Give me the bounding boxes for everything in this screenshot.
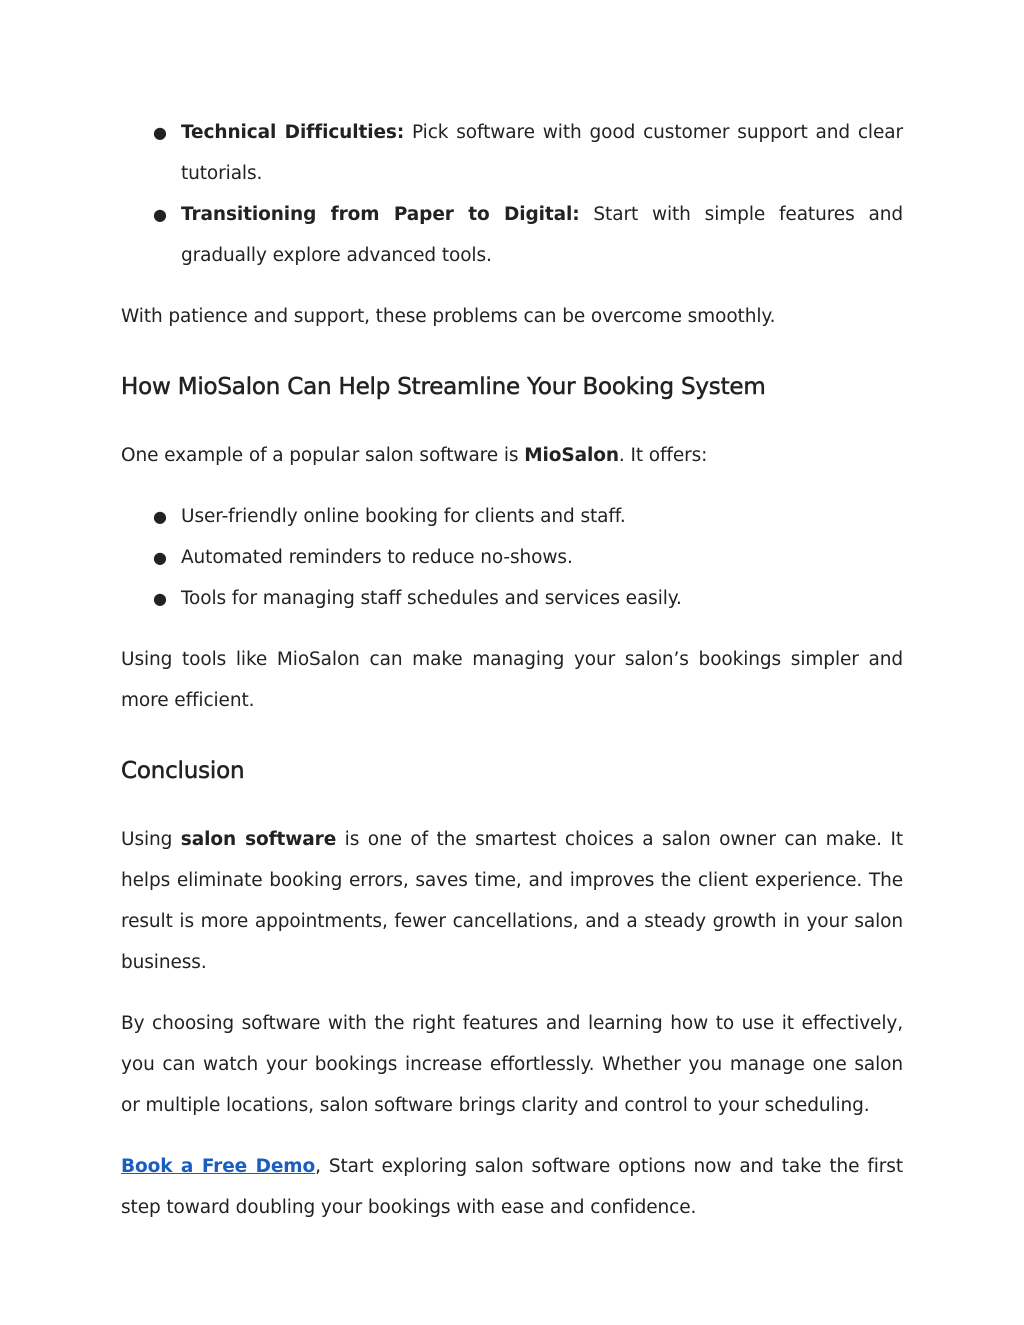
choosing-paragraph: By choosing software with the right features and learning how to use it effectively, you can watch your bookings increase effortlessly. Whether you manage one salon or multiple locations, salon software brings clarity and control to your scheduling. (121, 1013, 903, 1116)
miosalon-heading: How MioSalon Can Help Streamline Your Booking System (121, 374, 766, 400)
list-item-text: Tools for managing staff schedules and services easily. (181, 588, 682, 609)
list-item (121, 112, 903, 194)
conclusion-heading: Conclusion (121, 758, 245, 784)
list-item (121, 578, 903, 619)
using-text-before: Using (121, 829, 181, 850)
list-item (121, 537, 903, 578)
using-paragraph (121, 819, 903, 983)
challenges-list (121, 112, 903, 276)
bullet-icon: ● (153, 205, 167, 224)
example-text-before: One example of a popular salon software is (121, 445, 525, 466)
using-text-after: is one of the smartest choices a salon owner can make. It helps eliminate booking errors, saves time, and improves the client experience. The result is more appointments, fewer cancellations, and a steady growth in your salon business. (121, 829, 903, 973)
list-item-bold: Technical Difficulties: (181, 122, 405, 143)
salon-software-bold: salon software (180, 829, 337, 850)
list-item-bold: Transitioning from Paper to Digital: (181, 204, 580, 225)
features-list (121, 496, 903, 619)
book-demo-link[interactable]: Book a Free Demo (121, 1156, 316, 1177)
miosalon-bold: MioSalon (524, 445, 619, 466)
list-item (121, 496, 903, 537)
demo-paragraph (121, 1146, 903, 1228)
list-item-text: Pick software with good customer support and clear tutorials. (181, 122, 904, 184)
bullet-icon: ● (153, 548, 167, 567)
example-text-after: . It offers: (618, 445, 708, 466)
list-item (121, 194, 903, 276)
tools-paragraph: Using tools like MioSalon can make managing your salon’s bookings simpler and more efficient. (121, 649, 903, 711)
bullet-icon: ● (153, 123, 167, 142)
example-paragraph (121, 435, 903, 476)
document-page (121, 112, 903, 1248)
bullet-icon: ● (153, 589, 167, 608)
bullet-icon: ● (153, 507, 167, 526)
list-item-text: Automated reminders to reduce no-shows. (181, 547, 573, 568)
list-item-text: Start with simple features and gradually explore advanced tools. (181, 204, 903, 266)
list-item-text: User-friendly online booking for clients and staff. (181, 506, 626, 527)
demo-text-after: , Start exploring salon software options now and take the first step toward doubling your bookings with ease and confidence. (121, 1156, 904, 1218)
patience-paragraph: With patience and support, these problems can be overcome smoothly. (121, 306, 776, 327)
